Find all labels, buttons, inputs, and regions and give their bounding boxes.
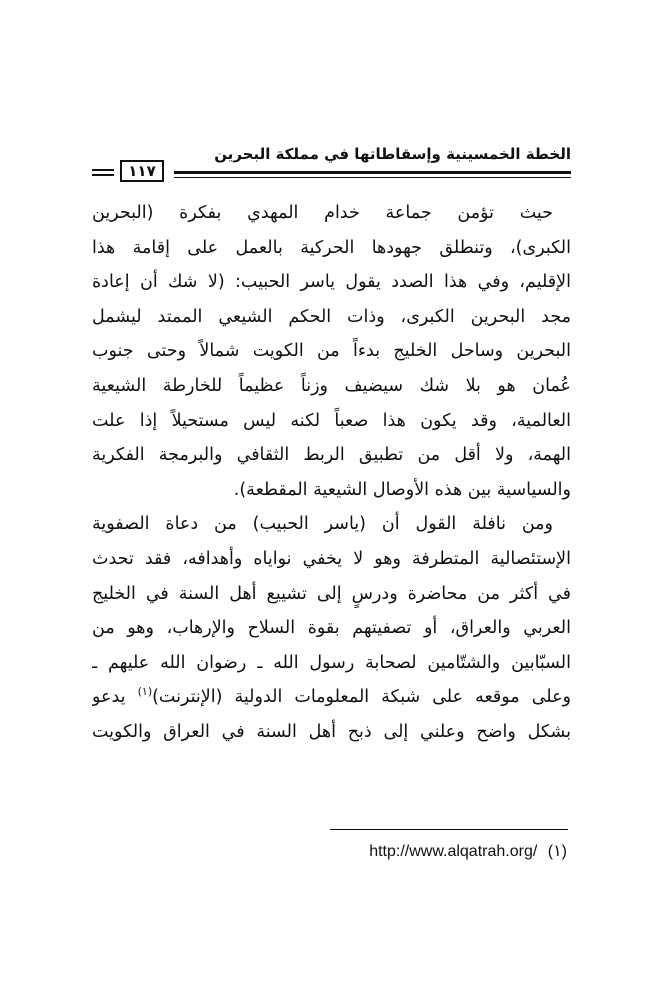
- text-line: العالمية، وقد يكون هذا صعباً لكنه ليس مستحيلاً إذا علت: [92, 410, 571, 431]
- footnote-url: http://www.alqatrah.org/: [369, 843, 538, 860]
- page-header: [92, 143, 571, 183]
- header-rule-left-top: [92, 169, 114, 171]
- text-line: ومن نافلة القول أن (ياسر الحبيب) من دعاة الصفوية: [92, 514, 553, 535]
- text-line: في أكثر من محاضرة ودرسٍ إلى تشييع أهل السنة في الخليج: [92, 583, 571, 604]
- header-rule-left-bottom: [92, 174, 114, 176]
- footnote-marker: (١): [137, 685, 153, 699]
- text-line: السبّابين والشتّامين لصحابة رسول الله ـ رضوان الله عليهم ـ: [92, 652, 571, 673]
- header-rule-thick: [174, 171, 571, 174]
- footnote: [369, 841, 567, 861]
- text-line: حيث تؤمن جماعة خدام المهدي بفكرة (البحرين: [92, 203, 553, 223]
- text-line: مجد البحرين الكبرى، وذات الحكم الشيعي الممتد ليشمل: [92, 306, 571, 327]
- text-line: الإستئصالية المتطرفة وهو لا يخفي نواياه وأهدافه، فقد تحدث: [92, 548, 571, 569]
- text-line-part: وعلى موقعه على شبكة المعلومات الدولية (الإنترنت): [152, 687, 571, 708]
- text-line: الهمة، ولا أقل من تطبيق الربط الثقافي والبرمجة الفكرية: [92, 445, 571, 466]
- text-line: البحرين وساحل الخليج بدءاً من الكويت شمالاً وحتى جنوب: [92, 341, 571, 362]
- body-text: [92, 196, 571, 750]
- footnote-separator: [330, 829, 568, 830]
- text-line: بشكل واضح وعلني إلى ذبح أهل السنة في العراق والكويت: [92, 721, 571, 742]
- text-line-part: يدعو: [92, 687, 126, 708]
- page-number: ١١٧: [120, 160, 164, 182]
- text-line: الكبرى)، وتنطلق جهودها الحركية بالعمل على إقامة هذا: [92, 237, 571, 258]
- text-line: الإقليم، وفي هذا الصدد يقول ياسر الحبيب: (لا شك أن إعادة: [92, 272, 571, 293]
- text-line: والسياسية بين هذه الأوصال الشيعية المقطعة).: [233, 479, 571, 500]
- text-line-with-footnote: [92, 680, 571, 715]
- text-line: عُمان هو بلا شك سيضيف وزناً عظيماً للخارطة الشيعية: [92, 375, 571, 396]
- footnote-number: (١): [547, 843, 567, 860]
- text-line: العربي والعراق، أو تصفيتهم بقوة السلاح والإرهاب، وهو من: [92, 618, 571, 639]
- running-title: الخطة الخمسينية وإسقاطاتها في مملكة البحرين: [214, 145, 571, 163]
- header-rule-thin: [174, 177, 571, 178]
